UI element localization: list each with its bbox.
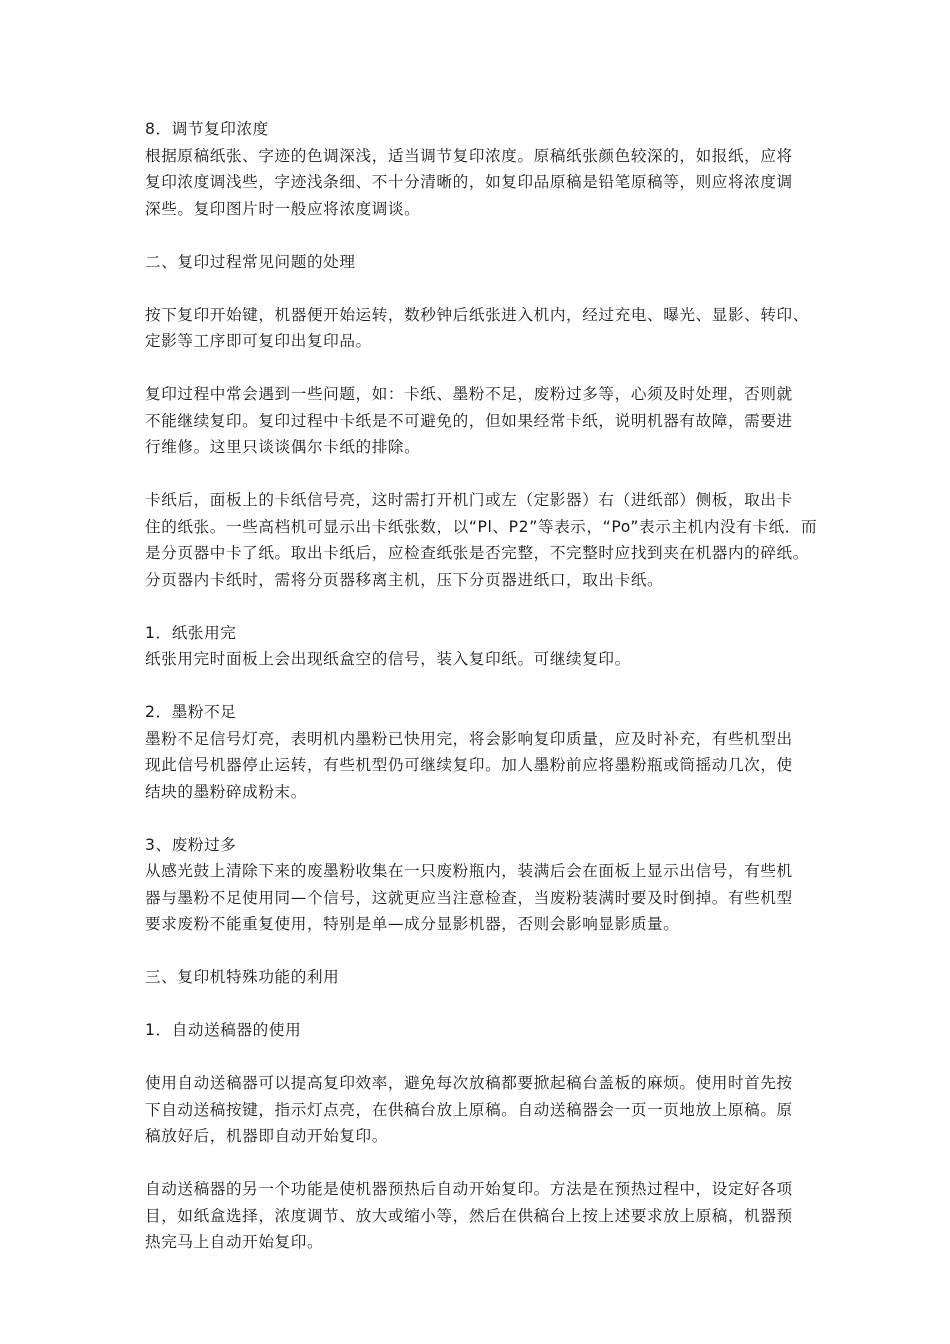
paragraph-line: 器与墨粉不足使用同—个信号，这就更应当注意检查，当废粉装满时要及时倒掉。有些机型 [145,888,793,907]
paragraph-line: 根据原稿纸张、字迹的色调深浅，适当调节复印浓度。原稿纸张颜色较深的，如报纸，应将 [145,146,793,165]
paragraph-common-problems [145,381,821,461]
paragraph-line: 是分页器中卡了纸。取出卡纸后，应检查纸张是否完整，不完整时应找到夹在机器内的碎纸。 [145,544,809,562]
section-paper-out [145,620,821,673]
paragraph-line: 住的纸张。一些高档机可显示出卡纸张数，以“Pl、P2”等表示，“Po”表示主机内没有卡纸．而 [145,517,818,536]
section-heading: 1．纸张用完 [145,623,237,642]
paragraph-line: 按下复印开始键，机器便开始运转，数秒钟后纸张进入机内，经过充电、曝光、显影、转印、 [145,305,809,324]
chapter-heading-special-functions: 三、复印机特殊功能的利用 [145,968,340,986]
paragraph-line: 行维修。这里只谈谈偶尔卡纸的排除。 [145,438,421,456]
section-paragraph [145,858,821,938]
section-paragraph [145,726,821,806]
section-adjust-density [145,116,821,222]
paragraph-line: 卡纸后，面板上的卡纸信号亮，这时需打开机门或左（定影器）右（进纸部）侧板，取出卡 [145,491,793,509]
paragraph-line: 分页器内卡纸时，需将分页器移离主机，压下分页器进纸口，取出卡纸。 [145,570,664,589]
section-heading: 3、废粉过多 [145,835,237,854]
paragraph-start-copy [145,302,821,355]
paragraph-line: 纸张用完时面板上会出现纸盒空的信号，装入复印纸。可继续复印。 [145,650,631,668]
section-waste-toner [145,832,821,938]
section-toner-low [145,699,821,805]
paragraph-auto-feeder-preheat [145,1176,821,1256]
paragraph-line: 要求废粉不能重复使用，特别是单—成分显影机器，否则会影响显影质量。 [145,915,680,933]
paragraph-line: 目，如纸盒选择，浓度调节、放大或缩小等，然后在供稿台上按上述要求放上原稿，机器预 [145,1206,793,1225]
paragraph-paper-jam [145,487,821,593]
paragraph-line: 现此信号机器停止运转，有些机型仍可继续复印。加人墨粉前应将墨粉瓶或筒摇动几次，使 [145,756,793,774]
paragraph-line: 定影等工序即可复印出复印品。 [145,332,372,350]
paragraph-line: 不能继续复印。复印过程中卡纸是不可避免的，但如果经常卡纸，说明机器有故障，需要进 [145,411,793,430]
section-heading: 2．墨粉不足 [145,703,237,721]
paragraph-line: 结块的墨粉碎成粉末。 [145,782,307,801]
document-page [145,116,821,1256]
paragraph-line: 自动送稿器的另一个功能是使机器预热后自动开始复印。方法是在预热过程中，设定好各项 [145,1180,793,1198]
section-paragraph [145,646,821,673]
paragraph-line: 使用自动送稿器可以提高复印效率，避免每次放稿都要掀起稿台盖板的麻烦。使用时首先按 [145,1074,793,1092]
paragraph-line: 墨粉不足信号灯亮，表明机内墨粉已快用完，将会影响复印质量，应及时补充，有些机型出 [145,729,793,748]
paragraph-auto-feeder-use [145,1070,821,1150]
paragraph-line: 从感光鼓上清除下来的废墨粉收集在一只废粉瓶内，装满后会在面板上显示出信号，有些机 [145,862,793,880]
paragraph-line: 热完马上自动开始复印。 [145,1233,324,1251]
section-heading: 8．调节复印浓度 [145,120,269,138]
section-paragraph [145,143,821,223]
paragraph-line: 复印浓度调浅些，字迹浅条细、不十分清晰的，如复印品原稿是铅笔原稿等，则应将浓度调 [145,173,793,191]
paragraph-line: 稿放好后，机器即自动开始复印。 [145,1127,388,1145]
section-heading-auto-feeder: 1．自动送稿器的使用 [145,1021,302,1039]
paragraph-line: 下自动送稿按键，指示灯点亮，在供稿台放上原稿。自动送稿器会一页一页地放上原稿。原 [145,1100,793,1119]
paragraph-line: 复印过程中常会遇到一些问题，如：卡纸、墨粉不足，废粉过多等，心须及时处理，否则就 [145,385,793,403]
chapter-heading-problems: 二、复印过程常见问题的处理 [145,252,356,271]
paragraph-line: 深些。复印图片时一般应将浓度调谈。 [145,199,421,218]
